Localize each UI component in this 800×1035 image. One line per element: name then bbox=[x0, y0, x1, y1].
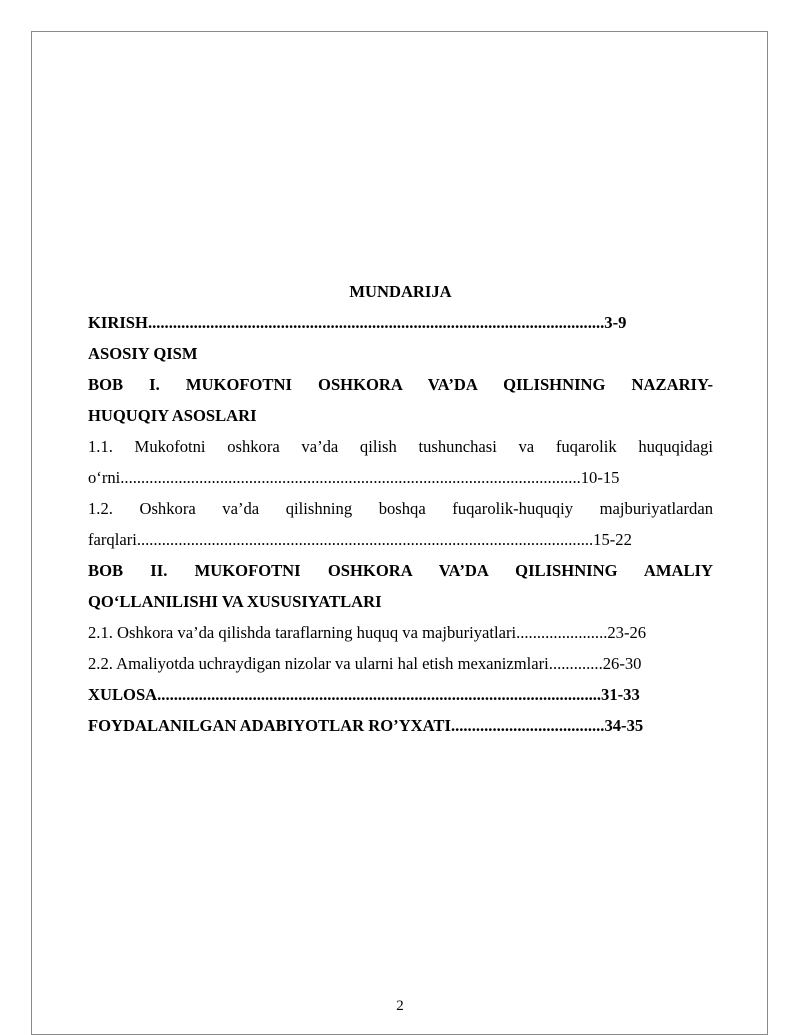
entry-pages: 10-15 bbox=[580, 468, 620, 487]
entry-pages: 34-35 bbox=[604, 716, 644, 735]
dot-leader: ............................................................................................................... bbox=[120, 468, 581, 487]
entry-pages: 15-22 bbox=[593, 530, 632, 549]
entry-label: KIRISH bbox=[88, 313, 148, 332]
toc-chapter-1-line-2: HUQUQIY ASOSLARI bbox=[88, 406, 257, 425]
page-number: 2 bbox=[396, 998, 404, 1014]
toc-section-1-1-line-1: 1.1. Mukofotni oshkora va’da qilish tushunchasi va fuqarolik huquqidagi bbox=[88, 437, 713, 456]
entry-label: XULOSA bbox=[88, 685, 158, 704]
entry-label: 2.2. Amaliyotda uchraydigan nizolar va ularni hal etish mexanizmlari bbox=[88, 654, 549, 673]
dot-leader: ..................................... bbox=[450, 716, 605, 735]
toc-chapter-2-line-1: BOB II. MUKOFOTNI OSHKORA VA’DA QILISHNING AMALIY bbox=[88, 561, 713, 580]
entry-label: 2.1. Oshkora va’da qilishda taraflarning huquq va majburiyatlari bbox=[88, 623, 517, 642]
toc-section-1-2-line-2 bbox=[88, 524, 713, 555]
dot-leader: ........................................................................................................... bbox=[157, 685, 602, 704]
entry-label: FOYDALANILGAN ADABIYOTLAR RO’YXATI bbox=[88, 716, 451, 735]
toc-entry-xulosa bbox=[88, 679, 713, 710]
toc-section-1-2-line-1: 1.2. Oshkora va’da qilishning boshqa fuqarolik-huquqiy majburiyatlardan bbox=[88, 499, 713, 518]
entry-label: farqlari bbox=[88, 530, 137, 549]
dot-leader: ............. bbox=[548, 654, 603, 673]
toc-section-2-1 bbox=[88, 617, 713, 648]
toc-entry-adabiyotlar bbox=[88, 710, 713, 741]
entry-pages: 23-26 bbox=[607, 623, 647, 642]
toc-chapter-1-line-1: BOB I. MUKOFOTNI OSHKORA VA’DA QILISHNING NAZARIY- bbox=[88, 375, 713, 394]
toc-entry-asosiy-qism: ASOSIY QISM bbox=[88, 344, 198, 363]
dot-leader: ...................... bbox=[516, 623, 608, 642]
toc-title: MUNDARIJA bbox=[349, 282, 452, 301]
table-of-contents bbox=[88, 276, 713, 741]
toc-section-1-1-line-2 bbox=[88, 462, 713, 493]
dot-leader: .............................................................................................................. bbox=[147, 313, 605, 332]
dot-leader: .............................................................................................................. bbox=[136, 530, 594, 549]
toc-chapter-2-line-2: QO‘LLANILISHI VA XUSUSIYATLARI bbox=[88, 592, 382, 611]
toc-entry-kirish bbox=[88, 307, 713, 338]
entry-pages: 3-9 bbox=[604, 313, 627, 332]
entry-label: o‘rni bbox=[88, 468, 121, 487]
entry-pages: 31-33 bbox=[601, 685, 640, 704]
entry-pages: 26-30 bbox=[602, 654, 642, 673]
toc-section-2-2 bbox=[88, 648, 713, 679]
